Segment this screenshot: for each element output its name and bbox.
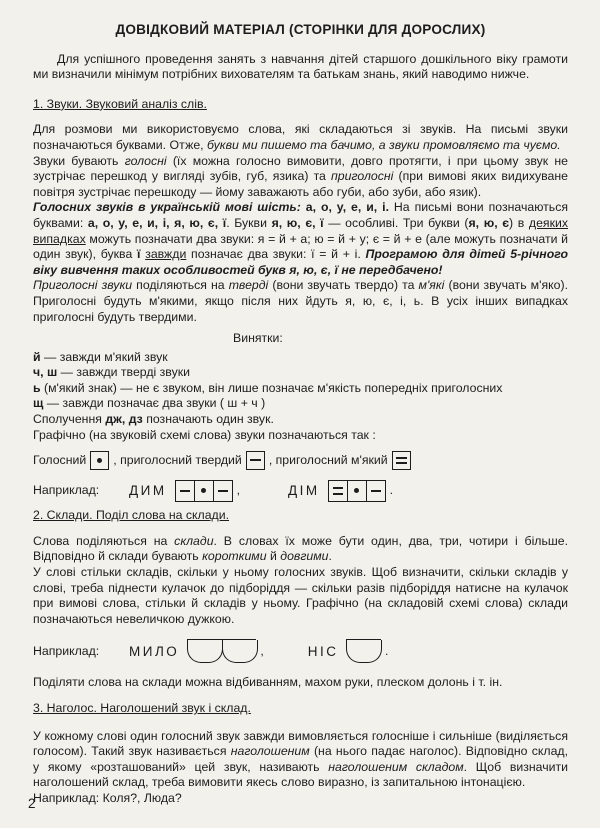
syllable-example-row: Наприклад: МИЛО , НІС . xyxy=(33,639,568,663)
s2-paragraph-1: Слова поділяються на склади. В словах їх може бути один, два, три, чотири і більше. Відповідно й склади бувають короткими й довгими. xyxy=(33,533,568,564)
s2-paragraph-2: У слові стільки складів, скільки у ньому голосних звуків. Щоб визначити, скільки складів у слові, треба піднести кулачок до підборіддя — скільки разів підборіддя натисне на кулачок при вимові слова, стільки й складів у ньому. Графічно (на складовій схемі слова) склади позначаються невеличкою дужкою. xyxy=(33,565,568,626)
example-word-dim: ДІМ xyxy=(288,483,320,499)
soft-consonant-cell xyxy=(329,481,347,501)
exceptions-title: Винятки: xyxy=(233,331,283,346)
syllable-arc xyxy=(187,640,223,663)
s1-paragraph-4: Приголосні звуки поділяються на тверді (вони звучать твердо) та м'які (вони звучать м'яко). Приголосні будуть м'якими, якщо після них йдуть я, ю, є, і, ь. В усіх інших випадках приголосні будуть твердими. xyxy=(33,278,568,324)
soft-consonant-symbol-icon xyxy=(392,451,411,470)
syllable-scheme-nis xyxy=(346,639,381,663)
vowel-cell xyxy=(194,481,213,501)
sound-scheme-dim xyxy=(328,480,386,502)
s1-paragraph-3: Голосних звуків в українській мові шість: а, о, у, е, и, і. На письмі вони позначаються буквами: а, о, у, е, и, і, я, ю, є, ї. Букви я, ю, є, ї — особливі. Три букви (я, ю, є) в деяких випадках можуть позначати два звуки: я = й + а; ю = й + у; є = й + е (але можуть позначати й один звук), буква ї завжди позначає два звуки: ї = й + і. Програмою для дітей 5-річного віку вивчення таких особливостей букв я, ю, є, ї не передбачено! xyxy=(33,200,569,277)
hard-consonant-symbol-icon xyxy=(246,451,265,470)
syllable-scheme-mylo xyxy=(187,639,256,663)
hard-consonant-cell xyxy=(213,481,232,501)
s1-paragraph-2: Звуки бувають голосні (їх можна голосно вимовити, довго протягти, і при цьому звук не зустрічає перешкод у вигляді зубів, губ, язика) та приголосні (при вимові яких видихуване повітря зустрічає перешкоду — йому заважають або губи, або зуби, або язик). xyxy=(33,153,568,199)
graph-note: Графічно (на звуковій схемі слова) звуки позначаються так : xyxy=(33,427,376,442)
exception-4: щ — завжди позначає два звуки ( ш + ч ) xyxy=(33,396,266,411)
s3-paragraph-2: Наприклад: Коля?, Люда? xyxy=(33,790,182,805)
exception-3: ь (м'який знак) — не є звуком, він лише позначає м'якість попередніх приголосних xyxy=(33,380,503,395)
exception-5: Сполучення дж, дз позначають один звук. xyxy=(33,412,274,427)
exception-2: ч, ш — завжди тверді звуки xyxy=(33,365,190,380)
s1-paragraph-1: Для розмови ми використовуємо слова, які складаються зі звуків. На письмі звуки позначаються буквами. Отже, букви ми пишемо та бачимо, а звуки промовляємо та чуємо. xyxy=(33,122,568,152)
hard-consonant-cell xyxy=(366,481,385,501)
section-1-title: 1. Звуки. Звуковий аналіз слів. xyxy=(33,96,207,111)
document-body xyxy=(33,8,568,807)
section-2-title: 2. Склади. Поділ слова на склади. xyxy=(33,508,230,523)
page-number: 2 xyxy=(28,796,36,811)
syllable-arc xyxy=(346,640,382,663)
example-word-nis: НІС xyxy=(307,643,339,659)
sound-legend xyxy=(33,451,568,470)
hard-consonant-cell xyxy=(176,481,194,501)
s3-paragraph-1: У кожному слові один голосний звук завжди вимовляється голосніше і сильніше (виділяється голосом). Такий звук називається наголошеним (на нього падає наголос). Відповідно склад, у якому «розташований» цей звук, називають наголошеним складом. Щоб визначити наголошений склад, треба вимовити якесь слово виразно, із запитальною інтонацією. xyxy=(33,728,568,790)
example-label: Наприклад: xyxy=(33,483,100,498)
sound-example-row: Наприклад: ДИМ , ДІМ . xyxy=(33,480,568,502)
vowel-symbol-icon xyxy=(90,451,109,470)
page-title: ДОВІДКОВИЙ МАТЕРІАЛ (СТОРІНКИ ДЛЯ ДОРОСЛИХ) xyxy=(115,22,486,37)
legend-soft-label: , приголосний м'який xyxy=(268,452,388,467)
syllable-arc xyxy=(222,640,258,663)
intro-paragraph: Для успішного проведення занять з навчання дітей старшого дошкільного віку грамоти ми визначили мінімум потрібних вихователям та батькам знань, який наводимо нижче. xyxy=(33,51,568,82)
example-label: Наприклад: xyxy=(33,643,100,658)
vowel-cell xyxy=(347,481,366,501)
example-word-mylo: МИЛО xyxy=(129,643,180,659)
section-3-title: 3. Наголос. Наголошений звук і склад. xyxy=(33,701,251,715)
example-word-dym: ДИМ xyxy=(129,483,167,499)
s2-paragraph-3: Поділяти слова на склади можна відбиванням, махом руки, плеском долонь і т. ін. xyxy=(33,675,503,690)
legend-hard-label: , приголосний твердий xyxy=(113,452,242,467)
legend-vowel-label: Голосний xyxy=(33,452,87,467)
sound-scheme-dym xyxy=(175,480,233,502)
exception-1: й — завжди м'який звук xyxy=(33,349,168,364)
